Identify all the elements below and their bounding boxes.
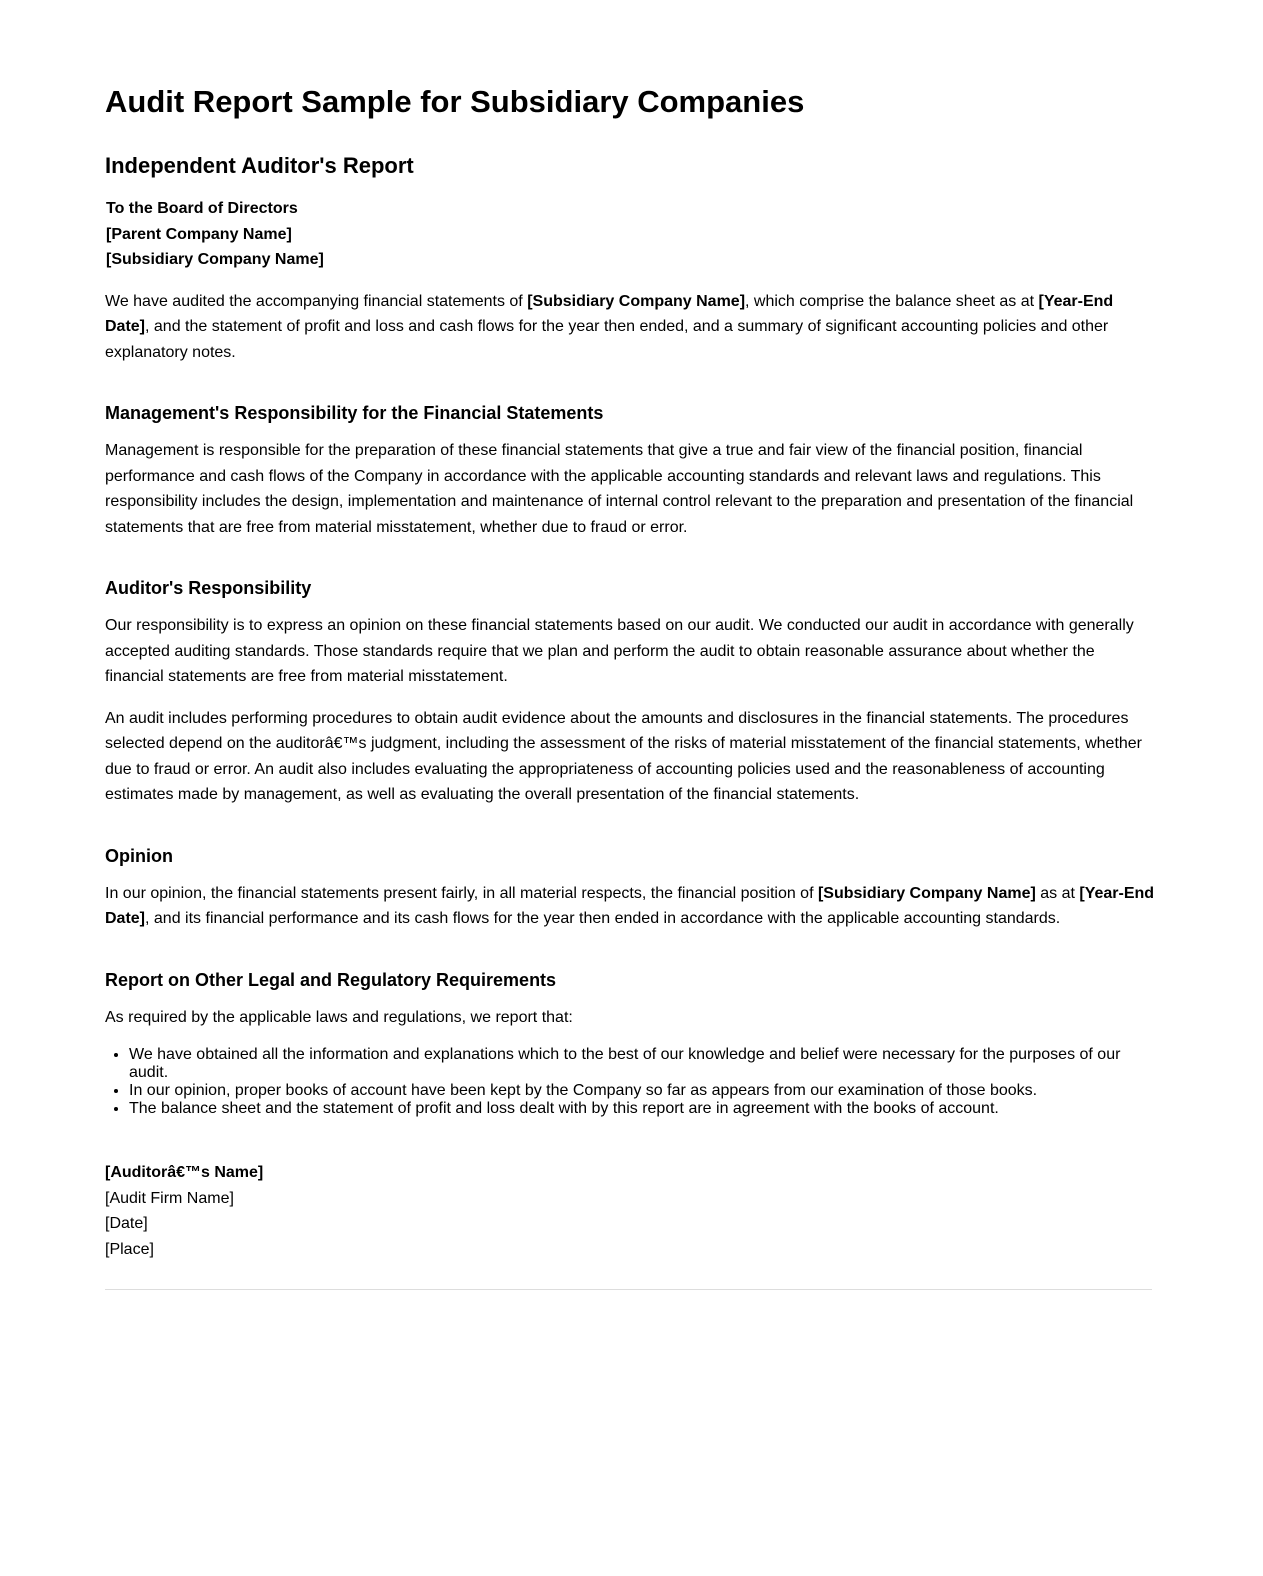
signature-place: [Place] bbox=[105, 1240, 154, 1258]
management-heading: Management's Responsibility for the Financial Statements bbox=[105, 403, 604, 423]
list-item: • In our opinion, proper books of account have been kept by the Company so far as appears from our examination of those books. bbox=[129, 1082, 1157, 1100]
document-title: Audit Report Sample for Subsidiary Companies bbox=[105, 84, 805, 119]
opinion-paragraph: In our opinion, the financial statements present fairly, in all material respects, the financial position of [Subsidiary Company Name] as at [Year-End Date], and its financial performance and its cash flows for the year then ended in accordance with the applicable accounting standards. bbox=[105, 884, 1155, 927]
addressee-subsidiary-company: [Subsidiary Company Name] bbox=[106, 251, 324, 268]
opinion-heading: Opinion bbox=[105, 845, 173, 866]
auditor-name: [Auditorâ€™s Name] bbox=[105, 1164, 264, 1181]
year-end-date-placeholder: [Year-End Date] bbox=[105, 884, 1155, 927]
year-end-date-placeholder: [Year-End Date] bbox=[105, 292, 1114, 335]
report-heading: Independent Auditor's Report bbox=[105, 153, 414, 178]
legal-intro: As required by the applicable laws and regulations, we report that: bbox=[105, 1008, 573, 1026]
subsidiary-name-placeholder: [Subsidiary Company Name] bbox=[527, 292, 746, 310]
list-item: • The balance sheet and the statement of profit and loss dealt with by this report are in agreement with the books of account. bbox=[129, 1100, 1157, 1118]
auditor-paragraph-2: An audit includes performing procedures to obtain audit evidence about the amounts and disclosures in the financial statements. The procedures selected depend on the auditorâ€™s judgment, including the assessment of the risks of material misstatement of the financial statements, whether due to fraud or error. An audit also includes evaluating the appropriateness of accounting policies used and the reasonableness of accounting estimates made by management, as well as evaluating the overall presentation of the financial statements. bbox=[105, 709, 1143, 803]
addressee-line: To the Board of Directors bbox=[106, 200, 298, 217]
intro-paragraph: We have audited the accompanying financial statements of [Subsidiary Company Name], which comprise the balance sheet as at [Year-End Date], and the statement of profit and loss and cash flows for the year then ended, and a summary of significant accounting policies and other explanatory notes. bbox=[105, 292, 1114, 361]
subsidiary-name-placeholder: [Subsidiary Company Name] bbox=[817, 884, 1036, 902]
signature-block bbox=[105, 1160, 1157, 1262]
addressee-parent-company: [Parent Company Name] bbox=[106, 225, 292, 243]
auditor-paragraph-1: Our responsibility is to express an opinion on these financial statements based on our audit. We conducted our audit in accordance with generally accepted auditing standards. Those standards require that we plan and perform the audit to obtain reasonable assurance about whether the financial statements are free from material misstatement. bbox=[105, 617, 1134, 685]
auditor-heading: Auditor's Responsibility bbox=[105, 578, 312, 598]
footer-divider bbox=[105, 1289, 1152, 1290]
audit-firm-name: [Audit Firm Name] bbox=[105, 1189, 234, 1207]
legal-heading: Report on Other Legal and Regulatory Requirements bbox=[105, 969, 557, 990]
management-paragraph: Management is responsible for the preparation of these financial statements that give a true and fair view of the financial position, financial performance and cash flows of the Company in accordance with the applicable accounting standards and relevant laws and regulations. This responsibility includes the design, implementation and maintenance of internal control relevant to the preparation and presentation of the financial statements that are free from material misstatement, whether due to fraud or error. bbox=[105, 442, 1134, 536]
list-item: • We have obtained all the information and explanations which to the best of our knowledge and belief were necessary for the purposes of our audit. bbox=[129, 1046, 1157, 1082]
legal-list bbox=[105, 1046, 1157, 1118]
signature-date: [Date] bbox=[105, 1215, 148, 1232]
report-body bbox=[105, 196, 1157, 1262]
addressee-block bbox=[106, 196, 1157, 273]
